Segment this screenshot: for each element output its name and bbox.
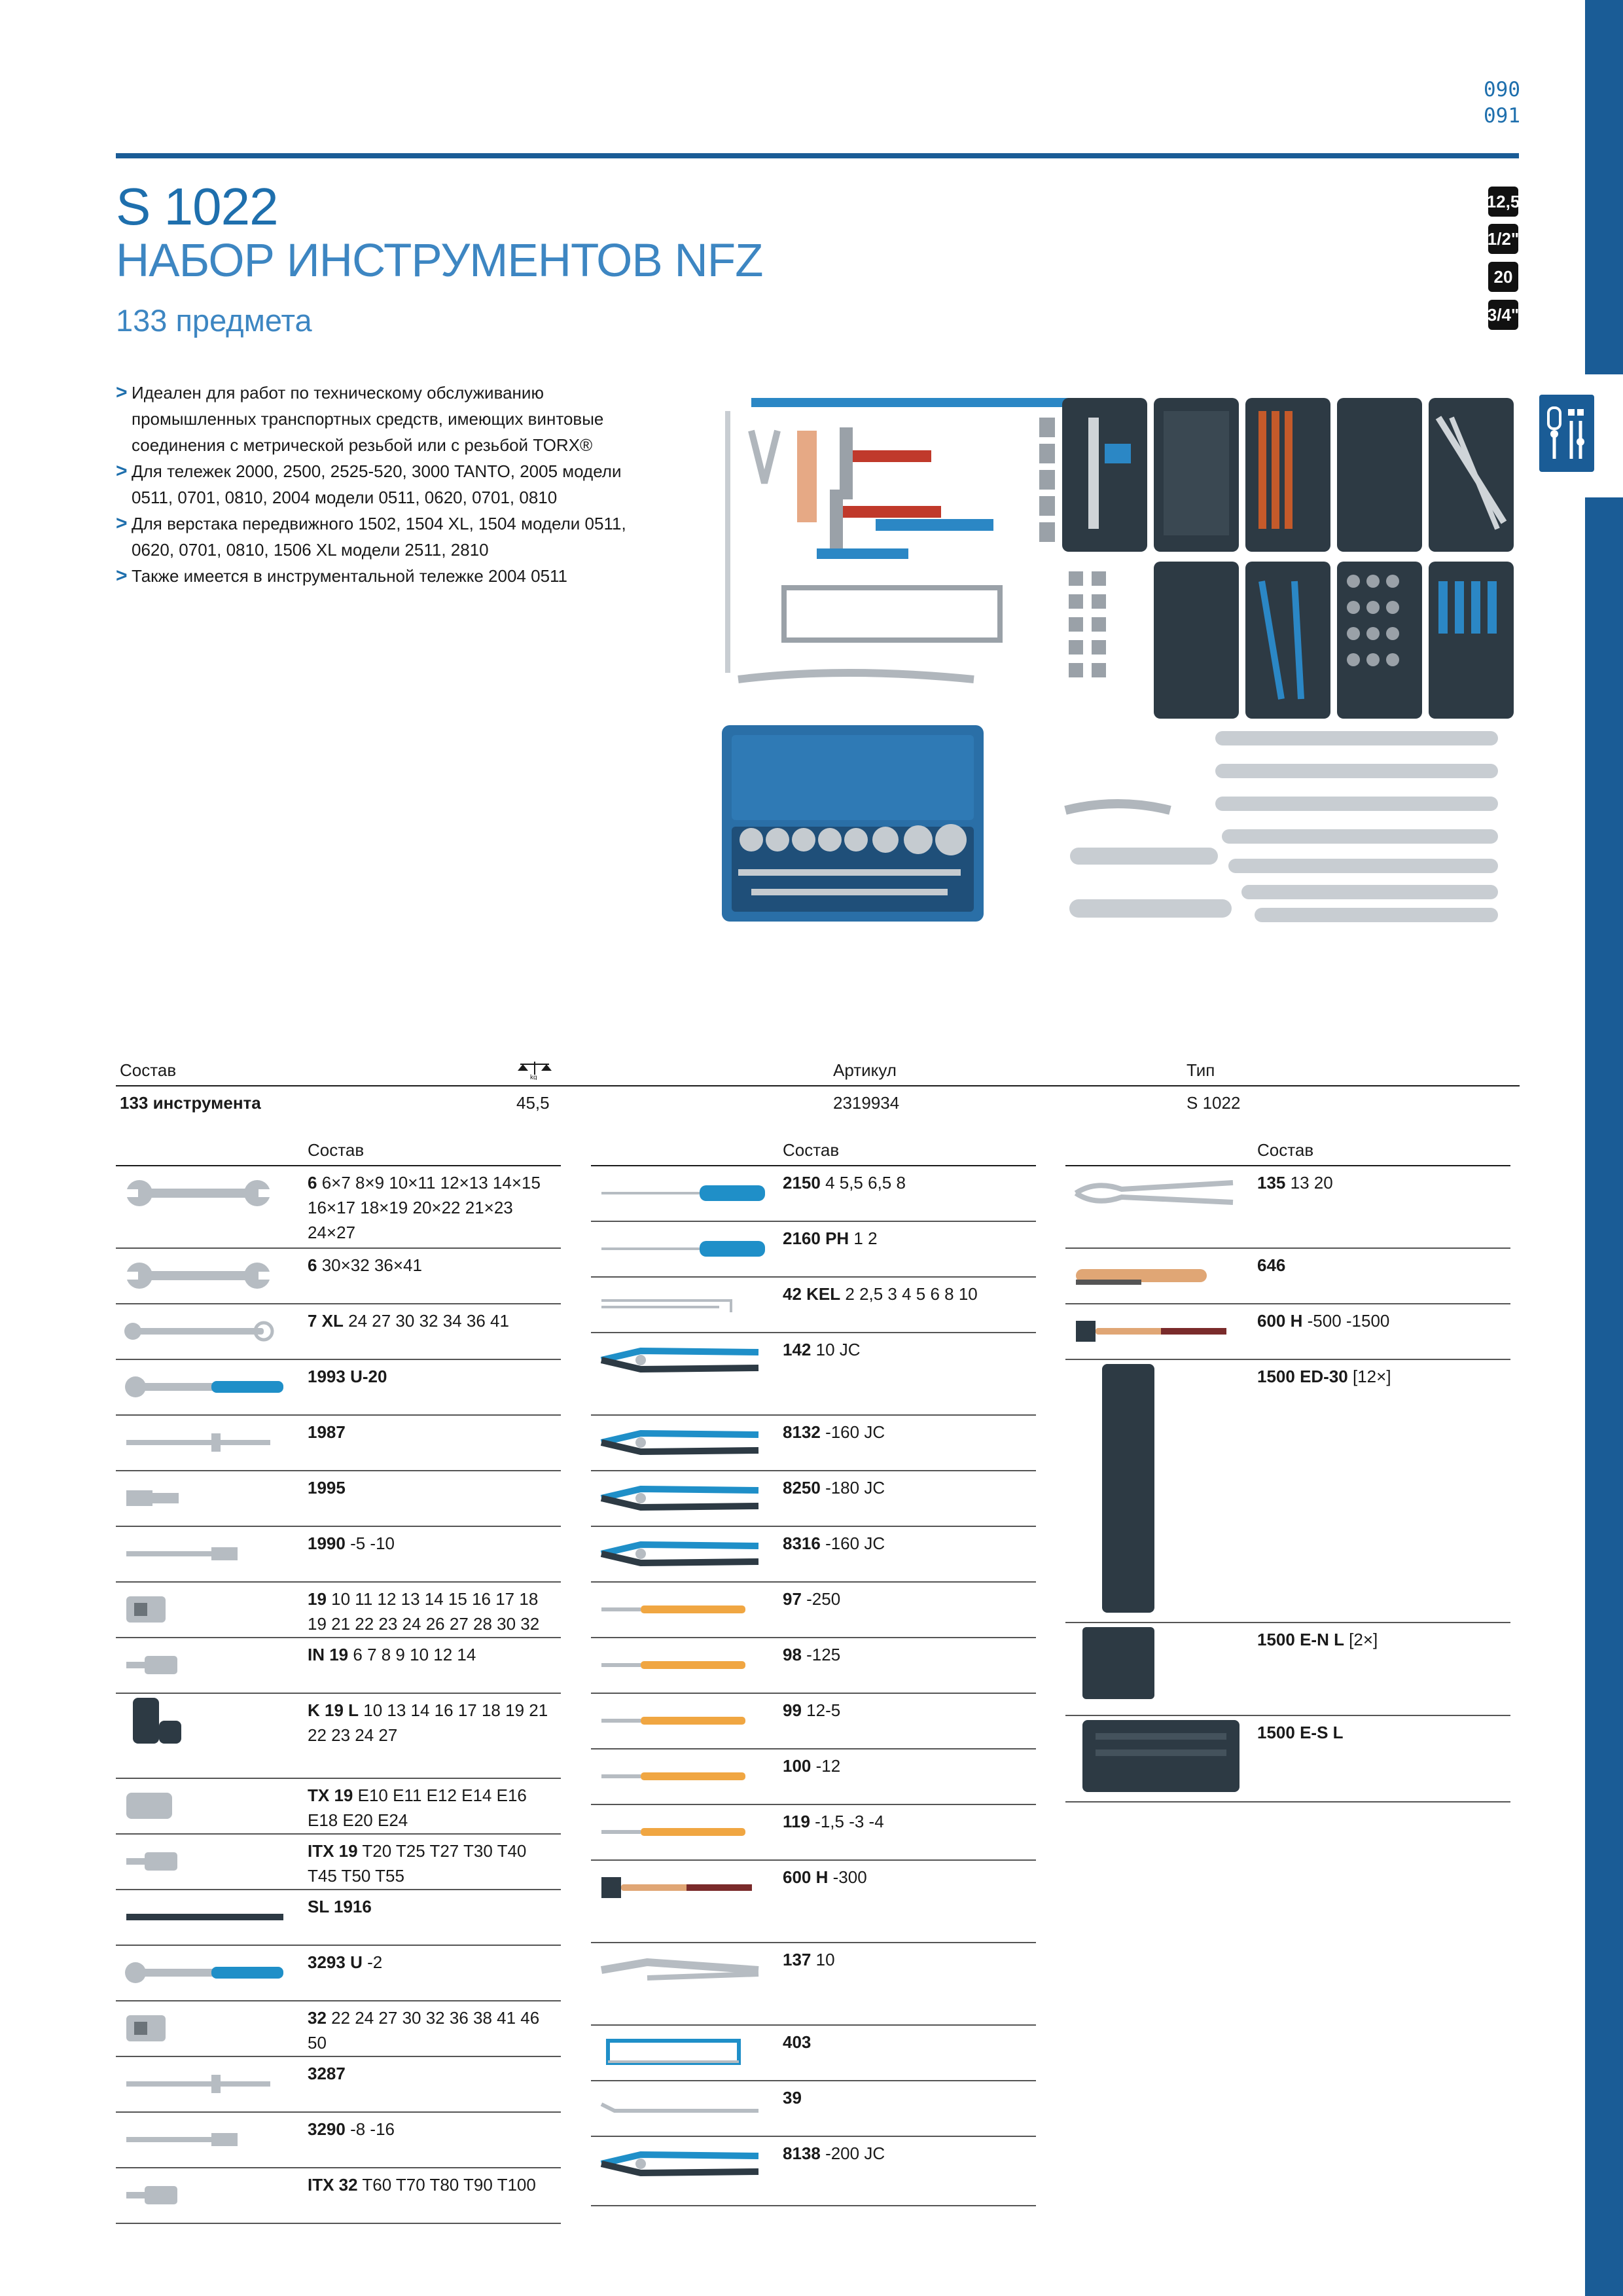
tire-lever-icon <box>595 2085 758 2134</box>
feature-item: > Для верстака передвижного 1502, 1504 XL, 1504 модели 0511, 0620, 0701, 0810, 1506 XL модели 2511, 2810 <box>116 511 633 563</box>
tool-item-row <box>591 1471 1036 1527</box>
wire-brush-icon <box>1069 1253 1233 1302</box>
tray-icon <box>1069 1627 1233 1722</box>
punch-icon <box>595 1698 758 1747</box>
header-article: Артикул <box>833 1060 897 1080</box>
tool-item-sizes: -250 <box>801 1589 841 1609</box>
tool-item-code: K 19 L <box>308 1700 359 1720</box>
tool-item-text <box>783 2030 1031 2054</box>
tool-item-text <box>308 1783 556 1833</box>
tool-item-row <box>591 1694 1036 1749</box>
tool-item-text <box>308 1170 556 1245</box>
tool-item-sizes: [2×] <box>1344 1630 1378 1649</box>
center-punch-icon <box>595 1753 758 1803</box>
tool-item-text <box>1257 1253 1506 1278</box>
locking-pliers-icon <box>595 1947 758 1996</box>
tool-item-sizes: 13 20 <box>1285 1173 1333 1193</box>
open-end-wrench-icon <box>120 1170 283 1219</box>
needle-nose-pliers-icon <box>595 1420 758 1469</box>
tool-item-sizes: -180 JC <box>820 1478 885 1498</box>
hex-bit-socket-icon <box>120 1642 283 1691</box>
tool-item-code: 3287 <box>308 2064 346 2083</box>
tool-item-sizes: 22 24 27 30 32 36 38 41 46 50 <box>308 2008 540 2053</box>
page-numbers <box>1484 77 1520 129</box>
column-header-label: Состав <box>783 1140 840 1160</box>
tool-item-row <box>591 1278 1036 1333</box>
pincers-icon <box>1069 1170 1233 1219</box>
pliers-icon <box>595 2141 758 2190</box>
torx-bit-socket-icon <box>120 2172 283 2221</box>
tool-item-text <box>308 1420 556 1444</box>
tool-item-row <box>1065 1623 1510 1716</box>
tool-item-row <box>116 2057 561 2113</box>
tool-item-row <box>591 1166 1036 1222</box>
t-handle-icon <box>120 1420 283 1469</box>
column-header-label: Состав <box>1257 1140 1314 1160</box>
hex-key-icon <box>595 1282 758 1331</box>
tool-item-sizes: [12×] <box>1347 1367 1391 1386</box>
tool-item-code: 3290 <box>308 2119 346 2139</box>
tool-item-text <box>783 1420 1031 1444</box>
bullet-arrow-icon: > <box>116 512 128 534</box>
page-number-right: 091 <box>1484 104 1520 128</box>
tool-item-sizes: 6×7 8×9 10×11 12×13 14×15 16×17 18×19 20×22 21×23 24×27 <box>308 1173 541 1242</box>
tool-item-sizes: E10 E11 E12 E14 E16 E18 E20 E24 <box>308 1785 527 1830</box>
tool-item-sizes: -160 JC <box>820 1422 885 1442</box>
tool-item-text <box>308 1894 556 1919</box>
tool-item-sizes: 2 2,5 3 4 5 6 8 10 <box>840 1284 978 1304</box>
tool-item-code: 119 <box>783 1812 810 1831</box>
tool-item-text <box>308 1475 556 1500</box>
tool-item-text <box>783 1337 1031 1362</box>
tool-item-row <box>591 1527 1036 1583</box>
tool-item-code: 42 KEL <box>783 1284 841 1304</box>
tool-item-sizes: 10 11 12 13 14 15 16 17 18 19 21 22 23 24 26 27 28 30 32 <box>308 1589 540 1634</box>
summary-table <box>116 1054 1520 1119</box>
water-pump-pliers-icon <box>595 1337 758 1386</box>
column-header <box>1065 1132 1510 1166</box>
tool-item-sizes: 6 7 8 9 10 12 14 <box>348 1645 476 1664</box>
tool-item-row <box>116 1638 561 1694</box>
tool-item-row <box>591 1861 1036 1943</box>
tool-item-row <box>1065 1360 1510 1623</box>
tool-item-code: 135 <box>1257 1173 1286 1193</box>
tool-item-sizes: 4 5,5 6,5 8 <box>820 1173 906 1193</box>
tool-item-text <box>308 1308 556 1333</box>
tool-item-code: 98 <box>783 1645 802 1664</box>
tool-item-row <box>591 1638 1036 1694</box>
tool-item-code: 19 <box>308 1589 327 1609</box>
tool-item-sizes: 24 27 30 32 34 36 41 <box>343 1311 509 1331</box>
tool-item-row <box>591 1333 1036 1416</box>
tool-item-code: ITX 19 <box>308 1841 358 1861</box>
tool-item-text <box>783 1475 1031 1500</box>
cross-cut-chisel-icon <box>595 1642 758 1691</box>
tool-item-sizes: 10 <box>811 1950 835 1969</box>
tool-item-text <box>1257 1364 1506 1389</box>
tool-item-sizes: -5 -10 <box>345 1534 395 1553</box>
tool-item-sizes: -200 JC <box>820 2144 885 2163</box>
tool-item-sizes: 10 JC <box>811 1340 861 1359</box>
tool-item-text <box>783 1698 1031 1723</box>
foam-insert-icon <box>1069 1364 1233 1629</box>
feature-list <box>116 380 633 589</box>
impact-socket-icon <box>120 1698 283 1747</box>
side-cutter-icon <box>595 1531 758 1580</box>
header-rule <box>116 153 1519 158</box>
tool-item-text <box>1257 1627 1506 1652</box>
tool-item-sizes: T60 T70 T80 T90 T100 <box>357 2175 536 2195</box>
value-type: S 1022 <box>1186 1093 1241 1113</box>
tool-item-code: 1500 ED-30 <box>1257 1367 1348 1386</box>
tool-item-code: 2150 <box>783 1173 821 1193</box>
feature-item: > Идеален для работ по техническому обслуживанию промышленных транспортных средств, имеющих винтовые соединения с метрической резьбой или с резьбой TORX® <box>116 380 633 458</box>
sidebar-band <box>1585 0 1623 2296</box>
socket-icon <box>120 1587 283 1636</box>
weight-scale-icon <box>516 1060 553 1085</box>
tool-item-row <box>591 2137 1036 2206</box>
tool-item-sizes: -300 <box>828 1867 867 1887</box>
tool-item-row <box>1065 1304 1510 1360</box>
bullet-arrow-icon: > <box>116 382 128 403</box>
tool-item-sizes: -500 -1500 <box>1302 1311 1390 1331</box>
tool-item-sizes: -160 JC <box>820 1534 885 1553</box>
tool-item-code: 600 H <box>1257 1311 1303 1331</box>
tool-item-row <box>116 1249 561 1304</box>
tool-item-sizes: -8 -16 <box>345 2119 395 2139</box>
tool-item-row <box>591 1749 1036 1805</box>
summary-value-row <box>116 1086 1520 1119</box>
tool-item-code: 142 <box>783 1340 812 1359</box>
summary-header-row <box>116 1054 1520 1086</box>
feature-item: > Для тележек 2000, 2500, 2525-520, 3000 TANTO, 2005 модели 0511, 0701, 0810, 2004 модели 0511, 0620, 0701, 0810 <box>116 458 633 511</box>
tool-item-row <box>591 2081 1036 2137</box>
tool-item-code: ITX 32 <box>308 2175 358 2195</box>
spec-badge-20: 20 <box>1488 262 1518 292</box>
tool-item-code: 1500 E-S L <box>1257 1723 1344 1742</box>
tool-item-row <box>591 1943 1036 2026</box>
tool-item-code: IN 19 <box>308 1645 349 1664</box>
tool-item-text <box>308 1839 556 1888</box>
tool-item-row <box>116 2168 561 2224</box>
tool-item-code: 3293 U <box>308 1952 363 1972</box>
tool-item-code: 137 <box>783 1950 812 1969</box>
tool-item-code: 2160 PH <box>783 1229 849 1248</box>
tool-item-code: 97 <box>783 1589 802 1609</box>
tool-item-sizes: -1,5 -3 -4 <box>810 1812 884 1831</box>
pin-punch-icon <box>595 1809 758 1858</box>
tool-item-row <box>116 1694 561 1779</box>
column-header-label: Состав <box>308 1140 365 1160</box>
tool-item-row <box>116 1835 561 1890</box>
tool-item-code: 1987 <box>308 1422 346 1442</box>
bullet-arrow-icon: > <box>116 565 128 586</box>
combination-wrench-icon <box>120 1308 283 1357</box>
tool-item-row <box>116 1416 561 1471</box>
spec-badge-12-5: 12,5 <box>1488 187 1518 217</box>
value-weight: 45,5 <box>516 1093 550 1113</box>
hammer-icon <box>1069 1308 1233 1357</box>
header-type: Тип <box>1186 1060 1215 1080</box>
extension-bar-icon <box>120 1531 283 1580</box>
svg-text:kg: kg <box>530 1074 537 1080</box>
tool-item-text <box>783 2141 1031 2166</box>
header-composition: Состав <box>120 1060 177 1080</box>
t-handle-icon <box>120 2061 283 2110</box>
tool-item-text <box>308 1531 556 1556</box>
compartment-tray-icon <box>1069 1720 1233 1808</box>
product-code: S 1022 <box>116 177 278 236</box>
tool-item-sizes: T20 T25 T27 T30 T40 T45 T50 T55 <box>308 1841 527 1886</box>
tool-item-code: 6 <box>308 1255 317 1275</box>
tool-item-text <box>783 1642 1031 1667</box>
tool-item-code: 403 <box>783 2032 812 2052</box>
tool-item-row <box>116 1166 561 1249</box>
value-article: 2319934 <box>833 1093 900 1113</box>
page-number-left: 090 <box>1484 78 1520 101</box>
feature-item: > Также имеется в инструментальной тележке 2004 0511 <box>116 563 633 589</box>
torx-bit-socket-icon <box>120 1839 283 1888</box>
spec-badge-half-inch: 1/2" <box>1488 224 1518 254</box>
tool-item-text <box>783 1753 1031 1778</box>
bullet-arrow-icon: > <box>116 460 128 482</box>
torx-socket-icon <box>120 1783 283 1832</box>
tool-item-row <box>116 1360 561 1416</box>
tool-item-row <box>116 2113 561 2168</box>
tool-item-row <box>591 1416 1036 1471</box>
column-header <box>116 1132 561 1166</box>
tool-item-text <box>308 2005 556 2055</box>
socket-rail-icon <box>120 1894 283 1943</box>
tool-item-text <box>783 1809 1031 1834</box>
tool-item-row <box>591 1583 1036 1638</box>
tool-item-text <box>783 1947 1031 1972</box>
tools-category-icon[interactable] <box>1539 395 1594 472</box>
tool-item-row <box>116 1946 561 2001</box>
tool-item-code: 32 <box>308 2008 327 2028</box>
tool-item-text <box>783 1587 1031 1611</box>
hammer-icon <box>595 1865 758 1914</box>
tool-item-text <box>308 1253 556 1278</box>
socket-icon <box>120 2005 283 2054</box>
tool-item-sizes: -125 <box>801 1645 841 1664</box>
tool-item-row <box>116 1527 561 1583</box>
tool-item-row <box>116 1779 561 1835</box>
tool-item-row <box>1065 1249 1510 1304</box>
tool-item-code: 100 <box>783 1756 812 1776</box>
tool-item-row <box>591 2026 1036 2081</box>
tool-item-text <box>783 1170 1031 1195</box>
tool-item-code: 1990 <box>308 1534 346 1553</box>
tool-item-code: 1993 U-20 <box>308 1367 387 1386</box>
tool-item-row <box>116 1471 561 1527</box>
tool-item-row <box>116 2001 561 2057</box>
product-name: НАБОР ИНСТРУМЕНТОВ NFZ <box>116 235 763 287</box>
product-photo <box>712 391 1524 941</box>
contents-column-3 <box>1065 1132 1510 1803</box>
universal-joint-icon <box>120 1475 283 1524</box>
tool-item-row <box>591 1222 1036 1278</box>
tool-item-code: 8316 <box>783 1534 821 1553</box>
tool-item-code: 39 <box>783 2088 802 2108</box>
tool-item-sizes: 10 13 14 16 17 18 19 21 22 23 24 27 <box>308 1700 548 1745</box>
tool-item-code: 7 XL <box>308 1311 344 1331</box>
spec-badge-three-quarter-inch: 3/4" <box>1488 300 1518 330</box>
ratchet-icon <box>120 1364 283 1413</box>
tool-item-text <box>1257 1308 1506 1333</box>
tool-item-text <box>308 1950 556 1975</box>
tool-item-code: 646 <box>1257 1255 1286 1275</box>
tool-item-code: 99 <box>783 1700 802 1720</box>
tool-item-row <box>116 1583 561 1638</box>
tool-item-code: 6 <box>308 1173 317 1193</box>
tool-item-code: 1995 <box>308 1478 346 1498</box>
tool-item-sizes: 12-5 <box>801 1700 841 1720</box>
tool-item-sizes: 30×32 36×41 <box>317 1255 422 1275</box>
tool-item-text <box>308 2172 556 2197</box>
tool-item-code: 1500 E-N L <box>1257 1630 1344 1649</box>
tool-item-row <box>1065 1716 1510 1803</box>
tool-item-text <box>783 2085 1031 2110</box>
tool-item-text <box>783 1865 1031 1890</box>
tool-item-text <box>308 1642 556 1667</box>
item-count: 133 предмета <box>116 303 312 338</box>
screwdriver-icon <box>595 1226 758 1275</box>
value-composition: 133 инструмента <box>120 1093 261 1113</box>
tool-item-sizes: 1 2 <box>849 1229 878 1248</box>
contents-column-2 <box>591 1132 1036 2206</box>
tool-item-row <box>591 1805 1036 1861</box>
screwdriver-icon <box>595 1170 758 1219</box>
tool-item-code: 8250 <box>783 1478 821 1498</box>
tool-item-text <box>308 2061 556 2086</box>
combination-pliers-icon <box>595 1475 758 1524</box>
tool-item-code: 600 H <box>783 1867 829 1887</box>
tool-item-code: 8138 <box>783 2144 821 2163</box>
hacksaw-icon <box>595 2030 758 2079</box>
tool-item-text <box>1257 1720 1506 1745</box>
contents-column-1 <box>116 1132 561 2224</box>
ratchet-icon <box>120 1950 283 1999</box>
extension-bar-icon <box>120 2117 283 2166</box>
tool-item-text <box>308 1698 556 1748</box>
tool-item-row <box>116 1304 561 1360</box>
tool-item-text <box>308 1587 556 1636</box>
open-end-wrench-icon <box>120 1253 283 1302</box>
tool-item-text <box>308 2117 556 2142</box>
tool-item-text <box>783 1531 1031 1556</box>
tool-item-text <box>783 1226 1031 1251</box>
tool-item-sizes: -2 <box>362 1952 383 1972</box>
tool-item-code: TX 19 <box>308 1785 353 1805</box>
tool-item-row <box>116 1890 561 1946</box>
tool-item-sizes: -12 <box>811 1756 841 1776</box>
tool-item-text <box>783 1282 1031 1306</box>
chisel-icon <box>595 1587 758 1636</box>
tool-item-text <box>308 1364 556 1389</box>
tool-item-row <box>1065 1166 1510 1249</box>
tool-item-text <box>1257 1170 1506 1195</box>
tool-item-code: SL 1916 <box>308 1897 372 1916</box>
tool-item-code: 8132 <box>783 1422 821 1442</box>
column-header <box>591 1132 1036 1166</box>
